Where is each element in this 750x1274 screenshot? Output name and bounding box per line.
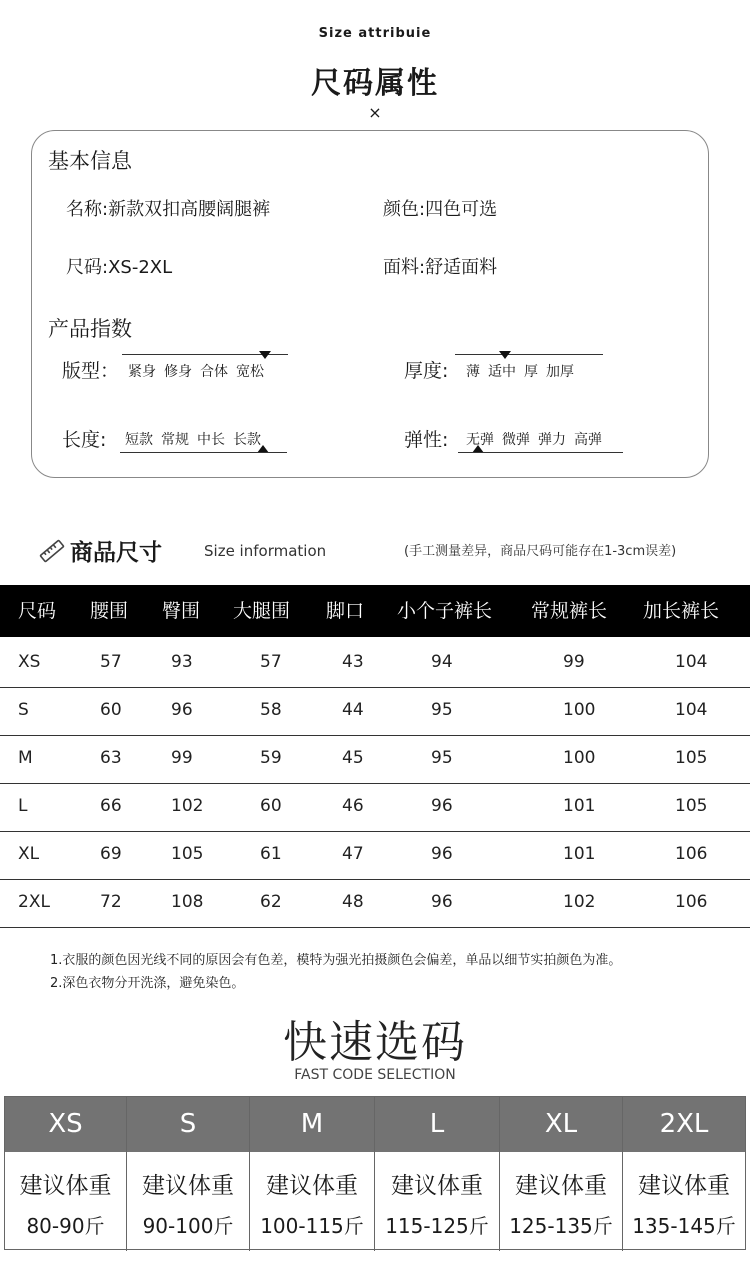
quick-code-size: M bbox=[250, 1097, 374, 1152]
table-cell: 104 bbox=[675, 652, 708, 672]
size-value: XS-2XL bbox=[108, 257, 173, 278]
quick-code-column bbox=[126, 1097, 249, 1251]
table-cell: 105 bbox=[675, 748, 708, 768]
thickness-option: 薄 bbox=[466, 364, 480, 380]
thickness-option: 适中 bbox=[488, 364, 516, 380]
table-cell: 99 bbox=[563, 652, 585, 672]
row-divider bbox=[0, 687, 750, 688]
table-cell: 106 bbox=[675, 892, 708, 912]
elasticity-option: 无弹 bbox=[466, 432, 494, 448]
quick-code-size: XL bbox=[500, 1097, 622, 1152]
quick-code-size: XS bbox=[5, 1097, 126, 1152]
row-divider bbox=[0, 879, 750, 880]
fit-marker-icon bbox=[259, 351, 271, 359]
quick-code-size: S bbox=[127, 1097, 249, 1152]
size-label: 尺码: bbox=[66, 257, 109, 278]
quick-code-title: 快速选码 bbox=[283, 1017, 467, 1068]
table-cell: 95 bbox=[431, 700, 453, 720]
row-divider bbox=[0, 783, 750, 784]
table-cell: 101 bbox=[563, 844, 596, 864]
table-cell: 105 bbox=[171, 844, 204, 864]
col-header-hem: 脚口 bbox=[326, 600, 365, 622]
table-cell: 61 bbox=[260, 844, 282, 864]
basic-info-title: 基本信息 bbox=[48, 149, 132, 173]
fabric-value: 舒适面料 bbox=[425, 257, 498, 278]
table-cell: XS bbox=[18, 652, 41, 672]
quick-code-weight-label: 建议体重 bbox=[142, 1173, 234, 1199]
length-options bbox=[125, 429, 269, 449]
size-section-title: 商品尺寸 bbox=[70, 540, 162, 566]
quick-code-column bbox=[249, 1097, 374, 1251]
quick-code-weight-label: 建议体重 bbox=[638, 1173, 730, 1199]
quick-code-weight-label: 建议体重 bbox=[19, 1173, 112, 1199]
col-header-hip: 臀围 bbox=[162, 600, 201, 622]
thickness-options bbox=[466, 361, 582, 381]
col-header-regular-length: 常规裤长 bbox=[531, 600, 608, 622]
quick-code-weight-label: 建议体重 bbox=[266, 1173, 358, 1199]
name-field bbox=[66, 195, 270, 221]
quick-code-weight-range: 125-135斤 bbox=[509, 1214, 613, 1238]
size-table-header bbox=[0, 585, 750, 637]
col-header-waist: 腰围 bbox=[90, 600, 129, 622]
table-cell: 2XL bbox=[18, 892, 50, 912]
fabric-field bbox=[383, 253, 497, 279]
table-cell: 48 bbox=[342, 892, 364, 912]
table-cell: 44 bbox=[342, 700, 364, 720]
table-cell: 62 bbox=[260, 892, 282, 912]
quick-code-weight-range: 135-145斤 bbox=[632, 1214, 736, 1238]
length-option: 中长 bbox=[197, 432, 225, 448]
ruler-icon bbox=[38, 538, 66, 564]
table-cell: 45 bbox=[342, 748, 364, 768]
elasticity-label: 弹性: bbox=[404, 429, 449, 451]
table-cell: 100 bbox=[563, 748, 596, 768]
table-cell: L bbox=[18, 796, 28, 816]
quick-code-column bbox=[5, 1097, 126, 1251]
table-cell: 96 bbox=[431, 844, 453, 864]
size-field bbox=[66, 253, 172, 279]
table-cell: S bbox=[18, 700, 29, 720]
quick-code-weight-range: 100-115斤 bbox=[260, 1214, 364, 1238]
table-cell: 66 bbox=[100, 796, 122, 816]
table-cell: M bbox=[18, 748, 33, 768]
table-cell: 63 bbox=[100, 748, 122, 768]
table-cell: 93 bbox=[171, 652, 193, 672]
fabric-label: 面料: bbox=[383, 257, 426, 278]
elasticity-option: 弹力 bbox=[538, 432, 566, 448]
table-cell: 96 bbox=[431, 796, 453, 816]
table-cell: 96 bbox=[431, 892, 453, 912]
quick-code-column bbox=[499, 1097, 622, 1251]
quick-code-weight-range: 90-100斤 bbox=[142, 1214, 234, 1238]
quick-code-weight-label: 建议体重 bbox=[391, 1173, 483, 1199]
elasticity-option: 高弹 bbox=[574, 432, 602, 448]
length-option: 短款 bbox=[125, 432, 153, 448]
fit-option: 宽松 bbox=[236, 364, 264, 380]
quick-code-title-en: FAST CODE SELECTION bbox=[294, 1067, 456, 1083]
note-line: 1.衣服的颜色因光线不同的原因会有色差，模特为强光拍摄颜色会偏差，单品以细节实拍颜色为准。 bbox=[50, 953, 622, 968]
table-cell: 57 bbox=[260, 652, 282, 672]
table-cell: 108 bbox=[171, 892, 204, 912]
row-divider bbox=[0, 927, 750, 928]
table-cell: 100 bbox=[563, 700, 596, 720]
table-cell: 57 bbox=[100, 652, 122, 672]
col-header-size: 尺码 bbox=[18, 600, 57, 622]
col-header-long-length: 加长裤长 bbox=[643, 600, 720, 622]
color-label: 颜色: bbox=[383, 199, 426, 220]
close-icon: × bbox=[368, 103, 382, 122]
row-divider bbox=[0, 831, 750, 832]
length-scale-line bbox=[120, 452, 287, 453]
table-cell: 102 bbox=[171, 796, 204, 816]
elasticity-options bbox=[466, 429, 610, 449]
col-header-thigh: 大腿围 bbox=[233, 600, 291, 622]
fit-options bbox=[128, 361, 272, 381]
quick-code-column bbox=[622, 1097, 745, 1251]
quick-code-weight-label: 建议体重 bbox=[515, 1173, 607, 1199]
quick-code-weight-range: 115-125斤 bbox=[385, 1214, 489, 1238]
page-title: 尺码属性 bbox=[311, 66, 439, 101]
table-cell: 96 bbox=[171, 700, 193, 720]
table-cell: 104 bbox=[675, 700, 708, 720]
fit-label: 版型： bbox=[62, 360, 120, 382]
table-cell: 59 bbox=[260, 748, 282, 768]
fit-option: 修身 bbox=[164, 364, 192, 380]
table-cell: 72 bbox=[100, 892, 122, 912]
note-line: 2.深色衣物分开洗涤，避免染色。 bbox=[50, 976, 245, 991]
thickness-marker-icon bbox=[499, 351, 511, 359]
table-cell: 46 bbox=[342, 796, 364, 816]
quick-code-weight-range: 80-90斤 bbox=[26, 1214, 105, 1238]
size-section-title-en: Size information bbox=[204, 542, 327, 560]
thickness-option: 加厚 bbox=[546, 364, 574, 380]
table-cell: 47 bbox=[342, 844, 364, 864]
name-label: 名称: bbox=[66, 199, 109, 220]
length-option: 长款 bbox=[233, 432, 261, 448]
quick-code-column bbox=[374, 1097, 499, 1251]
fit-option: 紧身 bbox=[128, 364, 156, 380]
table-cell: 95 bbox=[431, 748, 453, 768]
thickness-scale-line bbox=[455, 354, 603, 355]
col-header-petite-length: 小个子裤长 bbox=[397, 600, 493, 622]
table-cell: 43 bbox=[342, 652, 364, 672]
color-field bbox=[383, 195, 497, 221]
table-cell: 69 bbox=[100, 844, 122, 864]
table-cell: 106 bbox=[675, 844, 708, 864]
table-cell: 102 bbox=[563, 892, 596, 912]
row-divider bbox=[0, 735, 750, 736]
quick-code-grid bbox=[4, 1096, 746, 1250]
subtitle-en: Size attribuie bbox=[318, 26, 432, 41]
table-cell: 99 bbox=[171, 748, 193, 768]
quick-code-size: L bbox=[375, 1097, 499, 1152]
thickness-option: 厚 bbox=[524, 364, 538, 380]
quick-code-size: 2XL bbox=[623, 1097, 745, 1152]
length-option: 常规 bbox=[161, 432, 189, 448]
table-cell: XL bbox=[18, 844, 40, 864]
table-cell: 60 bbox=[260, 796, 282, 816]
table-cell: 94 bbox=[431, 652, 453, 672]
color-value: 四色可选 bbox=[425, 199, 498, 220]
info-box bbox=[31, 130, 709, 478]
elasticity-scale-line bbox=[458, 452, 623, 453]
table-cell: 101 bbox=[563, 796, 596, 816]
fit-option: 合体 bbox=[200, 364, 228, 380]
table-cell: 105 bbox=[675, 796, 708, 816]
thickness-label: 厚度: bbox=[404, 360, 449, 382]
length-label: 长度: bbox=[62, 429, 107, 451]
product-index-title: 产品指数 bbox=[48, 317, 132, 341]
elasticity-option: 微弹 bbox=[502, 432, 530, 448]
measurement-note: (手工测量差异，商品尺码可能存在1-3cm误差) bbox=[404, 544, 677, 559]
table-cell: 60 bbox=[100, 700, 122, 720]
name-value: 新款双扣高腰阔腿裤 bbox=[108, 199, 271, 220]
table-cell: 58 bbox=[260, 700, 282, 720]
